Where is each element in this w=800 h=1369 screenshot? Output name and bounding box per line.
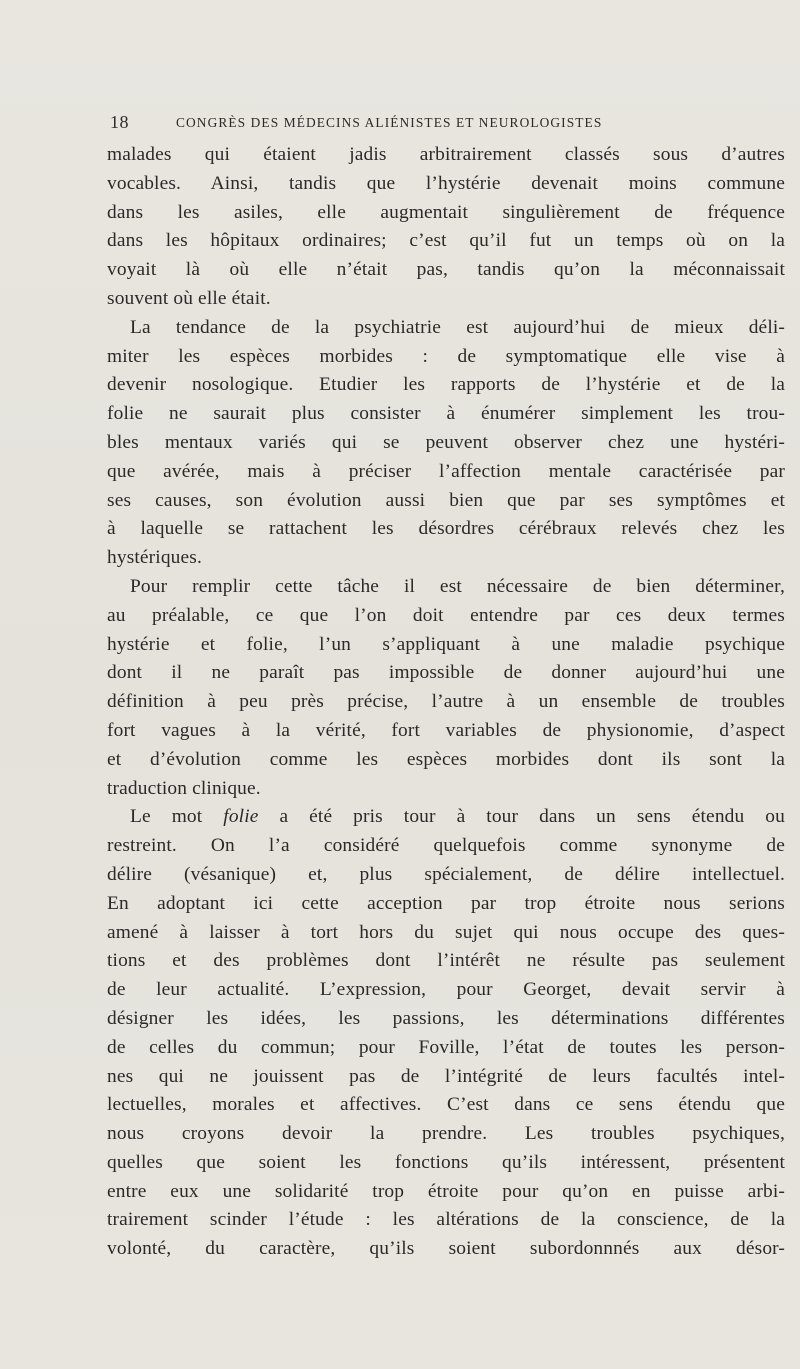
text-line: quelles que soient les fonctions qu’ils intéressent, présentent [107, 1151, 785, 1173]
text-fragment: Le mot [130, 806, 224, 828]
text-line: hystérie et folie, l’un s’appliquant à une maladie psychique [107, 633, 785, 655]
text-line: traduction clinique. [107, 777, 261, 799]
text-line: de leur actualité. L’expression, pour Georget, devait servir à [107, 979, 785, 1001]
text-line: trairement scinder l’étude : les altérations de la conscience, de la [107, 1209, 785, 1231]
text-line: En adoptant ici cette acception par trop étroite nous serions [107, 892, 785, 914]
text-line: devenir nosologique. Etudier les rapports de l’hystérie et de la [107, 374, 785, 396]
text-line: que avérée, mais à préciser l’affection mentale caractérisée par [107, 460, 785, 482]
text-line: au préalable, ce que l’on doit entendre par ces deux termes [107, 604, 785, 626]
text-line: malades qui étaient jadis arbitrairement classés sous d’autres [107, 144, 785, 165]
text-line: définition à peu près précise, l’autre à un ensemble de troubles [107, 691, 785, 713]
paragraph-start-line: Pour remplir cette tâche il est nécessaire de bien déterminer, [130, 575, 785, 597]
text-line: voyait là où elle n’était pas, tandis qu’on la méconnaissait [107, 259, 785, 281]
text-line: tions et des problèmes dont l’intérêt ne résulte pas seulement [107, 950, 785, 972]
text-line: nous croyons devoir la prendre. Les troubles psychiques, [107, 1123, 785, 1145]
text-line: volonté, du caractère, qu’ils soient subordonnnés aux désor- [107, 1238, 785, 1260]
page-number: 18 [110, 112, 129, 132]
text-line: souvent où elle était. [107, 287, 271, 309]
text-line: entre eux une solidarité trop étroite pour qu’on en puisse arbi- [107, 1180, 785, 1202]
italic-term-folie: folie [223, 806, 259, 828]
text-line: ses causes, son évolution aussi bien que par ses symptômes et [107, 489, 785, 511]
running-head [110, 112, 670, 138]
text-line: folie ne saurait plus consister à énumérer simplement les trou- [107, 403, 785, 425]
text-line: bles mentaux variés qui se peuvent observer chez une hystéri- [107, 431, 785, 453]
text-line: restreint. On l’a considéré quelquefois comme synonyme de [107, 835, 785, 857]
running-head-title: CONGRÈS DES MÉDECINS ALIÉNISTES ET NEUROLOGISTES [176, 115, 603, 130]
text-line: fort vagues à la vérité, fort variables de physionomie, d’aspect [107, 719, 785, 741]
text-line: miter les espèces morbides : de symptomatique elle vise à [107, 345, 785, 367]
text-line: dont il ne paraît pas impossible de donner aujourd’hui une [107, 662, 785, 684]
text-line: de celles du commun; pour Foville, l’état de toutes les person- [107, 1036, 785, 1058]
text-line: nes qui ne jouissent pas de l’intégrité de leurs facultés intel- [107, 1065, 785, 1087]
text-line: dans les hôpitaux ordinaires; c’est qu’il fut un temps où on la [107, 230, 785, 252]
text-line: délire (vésanique) et, plus spécialement, de délire intellectuel. [107, 863, 785, 885]
text-line: lectuelles, morales et affectives. C’est dans ce sens étendu que [107, 1094, 785, 1116]
paragraph-start-line: La tendance de la psychiatrie est aujourd’hui de mieux déli- [130, 316, 785, 338]
body-text [107, 141, 785, 1264]
text-line: hystériques. [107, 547, 202, 569]
text-line: amené à laisser à tort hors du sujet qui nous occupe des ques- [107, 921, 785, 943]
text-fragment: a été pris tour à tour dans un sens étendu ou [258, 806, 785, 828]
text-line: à laquelle se rattachent les désordres cérébraux relevés chez les [107, 518, 785, 540]
text-line: vocables. Ainsi, tandis que l’hystérie devenait moins commune [107, 172, 785, 194]
text-line: dans les asiles, elle augmentait singulièrement de fréquence [107, 201, 785, 223]
paragraph-start-line [107, 803, 785, 832]
text-line: désigner les idées, les passions, les déterminations différentes [107, 1007, 785, 1029]
text-line: et d’évolution comme les espèces morbides dont ils sont la [107, 748, 785, 770]
